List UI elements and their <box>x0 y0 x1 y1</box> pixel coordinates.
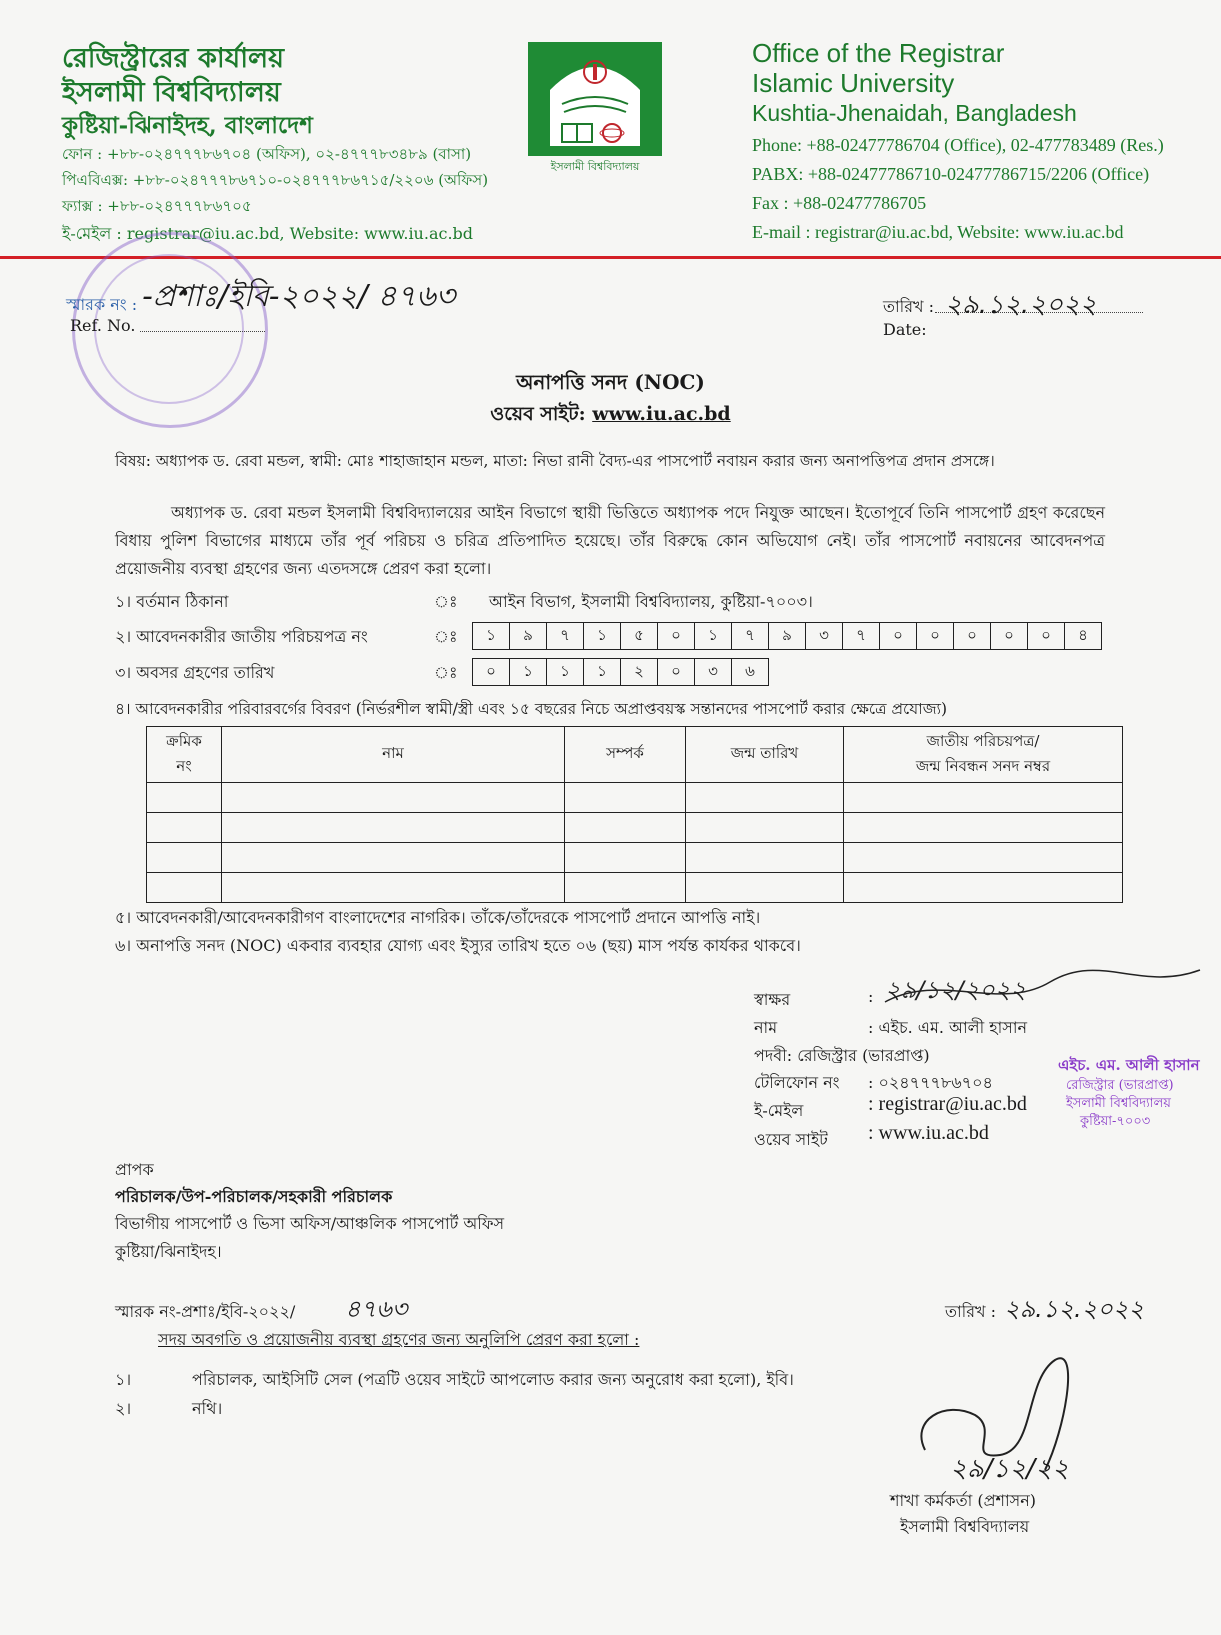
retire-digit-box: ৬ <box>731 658 769 686</box>
copy-ref-handwritten: ৪৭৬৩ <box>345 1295 408 1323</box>
retire-digit-box: ৩ <box>694 658 732 686</box>
ref-label-en: Ref. No. <box>70 316 136 335</box>
bn-university-name: ইসলামী বিশ্ববিদ্যালয় <box>62 77 281 108</box>
nid-digit-box: ৯ <box>509 622 547 650</box>
family-table <box>146 726 1123 903</box>
nid-digit-box: ৪ <box>1064 622 1102 650</box>
date-label-en: Date: <box>883 320 927 339</box>
date-label-bn: তারিখ : <box>883 297 935 316</box>
table-row <box>147 783 1123 813</box>
seal-location: কুষ্টিয়া-৭০০৩ <box>1080 1114 1151 1129</box>
retire-digit-box: ১ <box>546 658 584 686</box>
bn-email: ই-মেইল : registrar@iu.ac.bd, Website: www.iu.ac.bd <box>62 224 474 243</box>
nid-digit-box: ০ <box>879 622 917 650</box>
retire-digit-box: ২ <box>620 658 658 686</box>
retire-colon: ঃ <box>434 663 458 682</box>
retire-digit-box: ০ <box>472 658 510 686</box>
nid-digit-box: ০ <box>953 622 991 650</box>
col-relation: সম্পর্ক <box>565 727 686 783</box>
nid-digit-box: ৯ <box>768 622 806 650</box>
table-header-row <box>147 727 1123 783</box>
validity-statement: ৬। অনাপত্তি সনদ (NOC) একবার ব্যবহার যোগ্য এবং ইস্যুর তারিখ হতে ০৬ (ছয়) মাস পর্যন্ত কার্যকর থাকবে। <box>115 936 801 955</box>
name-label: নাম <box>754 1018 778 1037</box>
retire-digit-box: ১ <box>583 658 621 686</box>
phone-label: টেলিফোন নং <box>754 1073 840 1092</box>
col-nid: জাতীয় পরিচয়পত্র/ জন্ম নিবন্ধন সনদ নম্বর <box>844 727 1123 783</box>
retire-digit-box: ০ <box>657 658 695 686</box>
retire-date-label: ৩। অবসর গ্রহণের তারিখ <box>115 663 275 682</box>
date-handwritten: ২৯.১২.২০২২ <box>945 290 1097 320</box>
officer-organization: ইসলামী বিশ্ববিদ্যালয় <box>900 1517 1030 1536</box>
copy-item2-number: ২। <box>115 1399 132 1418</box>
noc-title: অনাপত্তি সনদ (NOC) <box>516 370 705 394</box>
nid-digit-box: ৩ <box>805 622 843 650</box>
copy-ref: স্মারক নং-প্রশাঃ/ইবি-২০২২/ <box>115 1302 296 1321</box>
bn-location: কুষ্টিয়া-ঝিনাইদহ, বাংলাদেশ <box>62 112 313 139</box>
nid-digit-box: ৭ <box>842 622 880 650</box>
copy-intro: সদয় অবগতি ও প্রয়োজনীয় ব্যবস্থা গ্রহণের জন্য অনুলিপি প্রেরণ করা হলো : <box>158 1330 640 1349</box>
officer-title: শাখা কর্মকর্তা (প্রশাসন) <box>890 1491 1036 1510</box>
nid-digit-box: ১ <box>694 622 732 650</box>
table-row <box>147 873 1123 903</box>
en-pabx: PABX: +88-02477786710-02477786715/2206 (Office) <box>752 164 1150 184</box>
website-label: ওয়েব সাইট <box>754 1130 828 1149</box>
en-location: Kushtia-Jhenaidah, Bangladesh <box>752 100 1077 126</box>
nid-digit-box: ০ <box>657 622 695 650</box>
ref-label-bn: স্মারক নং : <box>66 295 138 314</box>
nid-digit-box: ০ <box>990 622 1028 650</box>
ref-dotted-line <box>140 331 265 332</box>
copy-item1: পরিচালক, আইসিটি সেল (পত্রটি ওয়েব সাইটে আপলোড করার জন্য অনুরোধ করা হলো), ইবি। <box>192 1370 794 1389</box>
retire-digit-boxes <box>472 658 768 686</box>
recipient-label: প্রাপক <box>115 1160 154 1179</box>
logo-caption: ইসলামী বিশ্ববিদ্যালয় <box>550 160 640 173</box>
seal-organization: ইসলামী বিশ্ববিদ্যালয় <box>1066 1096 1171 1111</box>
nid-digit-boxes <box>472 622 1101 650</box>
col-serial: ক্রমিক নং <box>147 727 222 783</box>
en-email: E-mail : registrar@iu.ac.bd, Website: www.iu.ac.bd <box>752 222 1124 242</box>
copy-date-handwritten: ২৯.১২.২০২২ <box>1004 1295 1145 1323</box>
designation: পদবী: রেজিস্ট্রার (ভারপ্রাপ্ত) <box>754 1046 930 1065</box>
address-label: ১। বর্তমান ঠিকানা <box>115 592 229 611</box>
table-row <box>147 813 1123 843</box>
citizen-statement: ৫। আবেদনকারী/আবেদনকারীগণ বাংলাদেশের নাগরিক। তাঁকে/তাঁদেরকে পাসপোর্ট প্রদানে আপত্তি নাই। <box>115 908 761 927</box>
nid-digit-box: ৫ <box>620 622 658 650</box>
logo-emblem-icon <box>528 42 662 156</box>
bn-phone: ফোন : +৮৮-০২৪৭৭৭৮৬৭০৪ (অফিস), ০২-৪৭৭৭৮৩৪৮৯ (বাসা) <box>62 145 472 163</box>
en-fax: Fax : +88-02477786705 <box>752 193 927 213</box>
nid-label: ২। আবেদনকারীর জাতীয় পরিচয়পত্র নং <box>115 627 368 646</box>
bn-pabx: পিএবিএক্স: +৮৮-০২৪৭৭৭৮৬৭১০-০২৪৭৭৭৮৬৭১৫/২২০৬ (অফিস) <box>62 171 489 189</box>
table-row <box>147 843 1123 873</box>
university-logo <box>528 42 662 156</box>
email-value: : registrar@iu.ac.bd <box>868 1093 1027 1115</box>
nid-digit-box: ১ <box>472 622 510 650</box>
officer-sign-date: ২৯/১২/২২ <box>950 1454 1069 1484</box>
copy-item2: নথি। <box>192 1399 223 1418</box>
nid-colon: ঃ <box>434 627 458 646</box>
subject-line: বিষয়: অধ্যাপক ড. রেবা মন্ডল, স্বামী: মোঃ শাহাজাহান মন্ডল, মাতা: নিভা রানী বৈদ্য-এর পাসপোর্ট নবায়ন করার জন্য অনাপত্তিপত্র প্রদান প্রসঙ্গে। <box>115 452 995 470</box>
website-line <box>0 400 1221 432</box>
nid-digit-box: ৭ <box>546 622 584 650</box>
address-colon: ঃ <box>434 592 458 611</box>
copy-date-label: তারিখ : <box>945 1302 997 1321</box>
website-url: www.iu.ac.bd <box>592 403 731 425</box>
nid-digit-box: ১ <box>583 622 621 650</box>
recipient-title: পরিচালক/উপ-পরিচালক/সহকারী পরিচালক <box>115 1187 393 1206</box>
en-office-title: Office of the Registrar <box>752 38 1005 68</box>
recipient-location: কুষ্টিয়া/ঝিনাইদহ। <box>115 1242 222 1261</box>
copy-item1-number: ১। <box>115 1370 132 1389</box>
signature-colon: : <box>868 987 874 1006</box>
name-value: : এইচ. এম. আলী হাসান <box>868 1018 1028 1037</box>
nid-digit-box: ৭ <box>731 622 769 650</box>
email-label: ই-মেইল <box>754 1101 804 1120</box>
col-dob: জন্ম তারিখ <box>686 727 844 783</box>
col-name: নাম <box>222 727 565 783</box>
en-phone: Phone: +88-02477786704 (Office), 02-477783489 (Res.) <box>752 135 1164 155</box>
seal-name: এইচ. এম. আলী হাসান <box>1058 1056 1200 1074</box>
seal-designation: রেজিস্ট্রার (ভারপ্রাপ্ত) <box>1066 1078 1174 1093</box>
bn-office-title: রেজিস্ট্রারের কার্যালয় <box>62 43 285 74</box>
signature-flourish <box>880 962 1210 1022</box>
website-label: ওয়েব সাইট: <box>490 403 586 425</box>
recipient-office: বিভাগীয় পাসপোর্ট ও ভিসা অফিস/আঞ্চলিক পাসপোর্ট অফিস <box>115 1214 505 1233</box>
retire-digit-box: ১ <box>509 658 547 686</box>
ref-number-handwritten: -প্রশাঃ/ইবি-২০২২/ ৪৭৬৩ <box>142 279 456 314</box>
family-label: ৪। আবেদনকারীর পরিবারবর্গের বিবরণ (নির্ভরশীল স্বামী/স্ত্রী এবং ১৫ বছরের নিচে অপ্রাপ্তবয়স্ক সন্তানদের পাসপোর্ট করার ক্ষেত্রে প্রযোজ্য) <box>115 700 948 718</box>
signature-label: স্বাক্ষর <box>754 990 791 1009</box>
bn-fax: ফ্যাক্স : +৮৮-০২৪৭৭৭৮৬৭০৫ <box>62 197 252 215</box>
signature-handwritten: ২৯/১২/২০২২ <box>885 976 1026 1004</box>
phone-value: : ০২৪৭৭৭৮৬৭০৪ <box>868 1073 993 1092</box>
website-value: : www.iu.ac.bd <box>868 1122 989 1144</box>
en-university-name: Islamic University <box>752 68 955 98</box>
address-value: আইন বিভাগ, ইসলামী বিশ্ববিদ্যালয়, কুষ্টিয়া-৭০০৩। <box>489 592 813 611</box>
body-paragraph: অধ্যাপক ড. রেবা মন্ডল ইসলামী বিশ্ববিদ্যালয়ের আইন বিভাগে স্থায়ী ভিত্তিতে অধ্যাপক পদে নিযুক্ত আছেন। ইতোপূর্বে তিনি পাসপোর্ট গ্রহণ করেছেন বিধায় পুলিশ বিভাগের মাধ্যমে তাঁর পূর্ব পরিচয় ও চরিত্র প্রতিপাদিত হয়েছে। তাঁর বিরুদ্ধে কোন অভিযোগ নেই। তাঁর পাসপোর্ট নবায়নের আবেদনপত্র প্রয়োজনীয় ব্যবস্থা গ্রহণের জন্য এতদসঙ্গে প্রেরণ করা হলো। <box>115 503 1105 578</box>
nid-digit-box: ০ <box>916 622 954 650</box>
nid-digit-box: ০ <box>1027 622 1065 650</box>
